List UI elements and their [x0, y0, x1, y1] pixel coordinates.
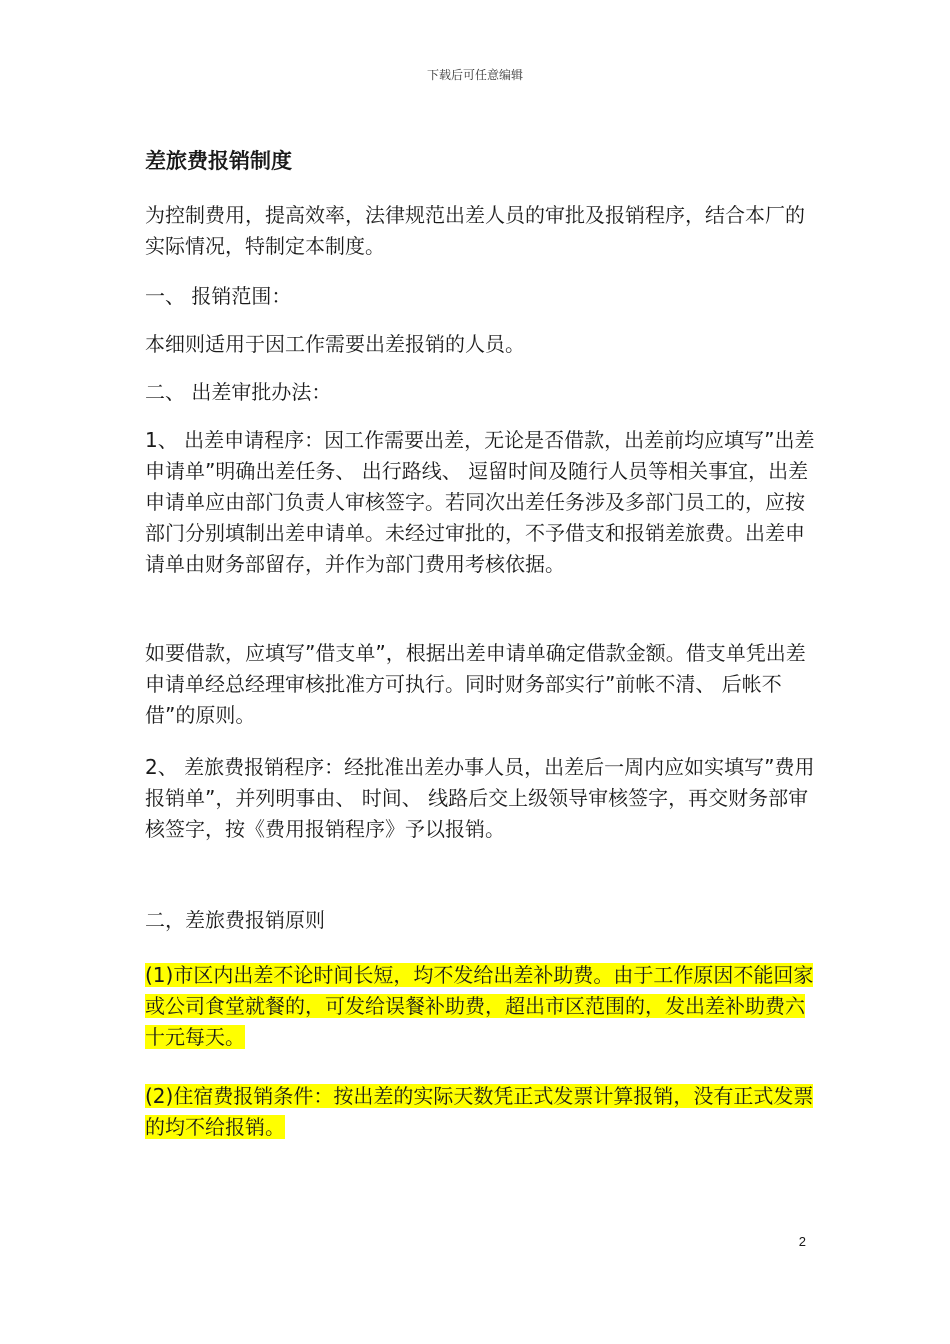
document-title: 差旅费报销制度	[145, 149, 292, 173]
section-2-heading: 二、 出差审批办法：	[145, 380, 332, 404]
rule-1-paragraph	[145, 960, 817, 1053]
rule-2-paragraph	[145, 1081, 817, 1143]
item-2-paragraph: 2、 差旅费报销程序：经批准出差办事人员，出差后一周内应如实填写”费用报销单”，并列明事由、 时间、 线路后交上级领导审核签字，再交财务部审核签字，按《费用报销程序》予以报销。	[145, 755, 815, 841]
section-3-heading: 二，差旅费报销原则	[145, 908, 325, 932]
rule-2-highlight: (2)住宿费报销条件：按出差的实际天数凭正式发票计算报销，没有正式发票的均不给报销。	[145, 1084, 814, 1139]
header-note: 下载后可任意编辑	[426, 68, 523, 82]
section-1-heading: 一、 报销范围：	[145, 284, 292, 308]
page-number: 2	[798, 1234, 806, 1249]
item-1-loan-paragraph: 如要借款，应填写”借支单”，根据出差申请单确定借款金额。借支单凭出差申请单经总经理审核批准方可执行。同时财务部实行”前帐不清、 后帐不借”的原则。	[145, 641, 806, 727]
rule-1-highlight: (1)市区内出差不论时间长短，均不发给出差补助费。由于工作原因不能回家或公司食堂就餐的，可发给误餐补助费，超出市区范围的，发出差补助费六十元每天。	[145, 963, 814, 1049]
intro-paragraph: 为控制费用，提高效率，法律规范出差人员的审批及报销程序，结合本厂的实际情况，特制定本制度。	[145, 203, 805, 258]
section-1-body: 本细则适用于因工作需要出差报销的人员。	[145, 332, 525, 356]
item-1-paragraph: 1、 出差申请程序：因工作需要出差，无论是否借款，出差前均应填写”出差申请单”明确出差任务、 出行路线、 逗留时间及随行人员等相关事宜，出差申请单应由部门负责人审核签字。若同次出差任务涉及多部门员工的，应按部门分别填制出差申请单。未经过审批的，不予借支和报销差旅费。出差申请单由财务部留存，并作为部门费用考核依据。	[145, 428, 815, 576]
